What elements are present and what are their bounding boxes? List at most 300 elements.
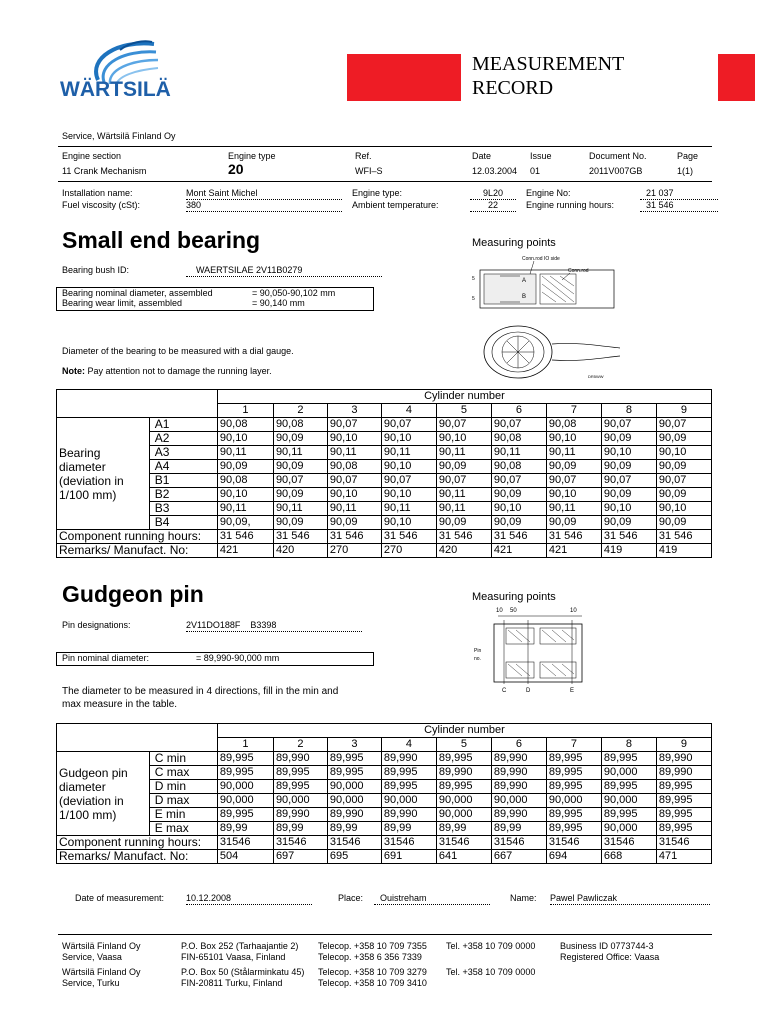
running-hours-cell: 31546 <box>381 836 436 850</box>
installation-name-label: Installation name: <box>62 188 133 198</box>
running-hours-cell: 31 546 <box>327 530 381 544</box>
cylinder-number-cell: 6 <box>491 404 546 418</box>
date-of-measurement-label: Date of measurement: <box>75 893 165 903</box>
footer-text: Tel. +358 10 709 0000 <box>446 941 536 951</box>
value-cell: 90,11 <box>436 446 491 460</box>
accent-block-left <box>347 54 461 101</box>
value-cell: 89,990 <box>273 808 327 822</box>
engine-type-value: 20 <box>228 161 244 177</box>
value-cell: 90,10 <box>546 488 601 502</box>
cylinder-number-cell: 1 <box>217 738 273 752</box>
cylinder-number-cell: 7 <box>546 738 601 752</box>
cylinder-number-cell: 9 <box>656 738 711 752</box>
row-label-cell: A1 <box>149 418 217 432</box>
row-label-cell: B3 <box>149 502 217 516</box>
value-cell: 90,10 <box>381 516 436 530</box>
value-cell: 90,000 <box>601 766 656 780</box>
value-cell: 90,08 <box>273 418 327 432</box>
bearing-bush-id-label: Bearing bush ID: <box>62 265 130 275</box>
pin-label: Pin <box>474 648 482 654</box>
group-label-cell: Bearing diameter (deviation in 1/100 mm) <box>57 418 150 530</box>
cylinder-number-cell: 5 <box>436 404 491 418</box>
cylinder-number-cell: 9 <box>656 404 711 418</box>
row-label-cell: E min <box>149 808 217 822</box>
engine-no-label: Engine No: <box>526 188 571 198</box>
table-row <box>57 794 712 808</box>
document-title-line2: RECORD <box>472 77 554 99</box>
company-name: WÄRTSILÄ <box>60 78 171 101</box>
small-end-note-line1: Diameter of the bearing to be measured with a dial gauge. <box>62 346 294 356</box>
table-row <box>57 752 712 766</box>
value-cell: 90,10 <box>381 488 436 502</box>
value-cell: 89,995 <box>546 752 601 766</box>
value-cell: 90,11 <box>217 446 273 460</box>
value-cell: 90,09 <box>436 516 491 530</box>
row-label-cell: B1 <box>149 474 217 488</box>
ambient-temperature-field: 22 <box>470 200 516 212</box>
value-cell: 90,07 <box>327 474 381 488</box>
value-cell: 90,09, <box>217 516 273 530</box>
value-cell: 90,09 <box>273 432 327 446</box>
value-cell: 90,09 <box>273 460 327 474</box>
divider <box>58 146 712 147</box>
dim-50: 50 <box>510 608 517 614</box>
value-cell: 90,08 <box>491 432 546 446</box>
remarks-cell: 421 <box>546 544 601 558</box>
value-cell: 90,10 <box>217 432 273 446</box>
value-cell: 89,99 <box>273 822 327 836</box>
value-cell: 90,000 <box>327 794 381 808</box>
note-bold-label: Note: <box>62 366 85 376</box>
corner-cell <box>57 390 218 418</box>
table-row <box>57 808 712 822</box>
installation-name-field: Mont Saint Michel <box>186 188 342 200</box>
value-cell: 90,11 <box>546 502 601 516</box>
value-cell: 90,09 <box>546 460 601 474</box>
remarks-cell: 419 <box>601 544 656 558</box>
small-end-bearing-table <box>56 389 712 558</box>
running-hours-cell: 31 546 <box>656 530 711 544</box>
date-value: 12.03.2004 <box>472 166 518 176</box>
value-cell: 89,995 <box>601 780 656 794</box>
table-row <box>57 432 712 446</box>
accent-block-right <box>718 54 755 101</box>
footer-col-address <box>181 941 304 989</box>
value-cell: 90,09 <box>436 460 491 474</box>
value-cell: 89,995 <box>327 752 381 766</box>
remarks-cell: 668 <box>601 850 656 864</box>
value-cell: 90,10 <box>217 488 273 502</box>
value-cell: 90,10 <box>601 446 656 460</box>
remarks-cell: 667 <box>491 850 546 864</box>
remarks-row <box>57 544 712 558</box>
value-cell: 90,07 <box>273 474 327 488</box>
value-cell: 89,995 <box>217 766 273 780</box>
value-cell: 90,09 <box>217 460 273 474</box>
value-cell: 89,990 <box>491 766 546 780</box>
small-end-bearing-heading: Small end bearing <box>62 227 261 253</box>
remarks-cell: 421 <box>217 544 273 558</box>
value-cell: 89,990 <box>491 780 546 794</box>
dim-5-top: 5 <box>472 276 475 282</box>
row-label-cell: B2 <box>149 488 217 502</box>
value-cell: 89,995 <box>436 752 491 766</box>
point-d-label: D <box>526 688 531 694</box>
footer-text: Wärtsilä Finland Oy <box>62 941 141 951</box>
cylinder-number-cell: 7 <box>546 404 601 418</box>
value-cell: 89,995 <box>217 752 273 766</box>
value-cell: 89,99 <box>381 822 436 836</box>
footer-col-company <box>62 941 141 989</box>
value-cell: 89,990 <box>273 752 327 766</box>
remarks-cell: 420 <box>273 544 327 558</box>
value-cell: 90,09 <box>491 488 546 502</box>
value-cell: 90,11 <box>381 502 436 516</box>
footer-text: Telecop. +358 6 356 7339 <box>318 952 422 962</box>
running-hours-cell: 31546 <box>601 836 656 850</box>
value-cell: 90,10 <box>601 502 656 516</box>
value-cell: 90,09 <box>601 516 656 530</box>
value-cell: 90,09 <box>327 516 381 530</box>
value-cell: 90,10 <box>436 432 491 446</box>
table-row <box>57 446 712 460</box>
issue-value: 01 <box>530 166 541 176</box>
footer-text: Business ID 0773744-3 <box>560 941 654 951</box>
remarks-cell: 695 <box>327 850 381 864</box>
row-label-cell: C max <box>149 766 217 780</box>
value-cell: 90,07 <box>601 474 656 488</box>
value-cell: 89,990 <box>381 808 436 822</box>
value-cell: 90,000 <box>491 794 546 808</box>
value-cell: 90,10 <box>327 432 381 446</box>
remarks-cell: 421 <box>491 544 546 558</box>
value-cell: 89,995 <box>656 808 711 822</box>
dim-10-right: 10 <box>570 608 577 614</box>
cylinder-number-cell: 4 <box>381 404 436 418</box>
value-cell: 89,990 <box>656 766 711 780</box>
footer-divider <box>58 934 712 935</box>
value-cell: 90,000 <box>601 822 656 836</box>
remarks-cell: 420 <box>436 544 491 558</box>
value-cell: 90,09 <box>601 460 656 474</box>
small-end-bearing-diagram <box>470 254 624 384</box>
document-no-label: Document No. <box>589 151 647 161</box>
value-cell: 90,07 <box>601 418 656 432</box>
bearing-nominal-label: Bearing nominal diameter, assembled <box>62 288 213 298</box>
cylinder-number-cell: 6 <box>491 738 546 752</box>
remarks-cell: 504 <box>217 850 273 864</box>
issue-label: Issue <box>530 151 552 161</box>
value-cell: 90,09 <box>656 488 711 502</box>
value-cell: 90,07 <box>656 474 711 488</box>
footer-text: FIN-65101 Vaasa, Finland <box>181 952 286 962</box>
running-hours-cell: 31 546 <box>381 530 436 544</box>
cylinder-number-cell: 2 <box>273 404 327 418</box>
cylinder-number-header: Cylinder number <box>217 390 711 404</box>
value-cell: 90,11 <box>436 502 491 516</box>
engine-type-label: Engine type <box>228 151 276 161</box>
value-cell: 90,11 <box>327 446 381 460</box>
value-cell: 89,99 <box>217 822 273 836</box>
row-label-cell: D min <box>149 780 217 794</box>
running-hours-cell: 31 546 <box>546 530 601 544</box>
gudgeon-note-line1: The diameter to be measured in 4 directions, fill in the min and <box>62 686 339 697</box>
date-of-measurement-field: 10.12.2008 <box>186 893 312 905</box>
remarks-label: Remarks/ Manufact. No: <box>57 850 218 864</box>
cylinder-number-cell: 2 <box>273 738 327 752</box>
running-hours-cell: 31 546 <box>491 530 546 544</box>
footer-col-tel <box>446 941 535 978</box>
footer-text: Telecop. +358 10 709 7355 <box>318 941 427 951</box>
value-cell: 90,11 <box>491 446 546 460</box>
footer-text: Service, Vaasa <box>62 952 122 962</box>
remarks-cell: 691 <box>381 850 436 864</box>
value-cell: 90,11 <box>381 446 436 460</box>
remarks-label: Remarks/ Manufact. No: <box>57 544 218 558</box>
value-cell: 90,08 <box>217 418 273 432</box>
value-cell: 89,995 <box>273 766 327 780</box>
value-cell: 90,000 <box>327 780 381 794</box>
row-label-cell: A3 <box>149 446 217 460</box>
value-cell: 89,990 <box>327 808 381 822</box>
cylinder-number-cell: 3 <box>327 738 381 752</box>
value-cell: 89,99 <box>491 822 546 836</box>
value-cell: 89,995 <box>273 780 327 794</box>
value-cell: 90,07 <box>436 418 491 432</box>
engine-section-value: 11 Crank Mechanism <box>62 166 147 176</box>
footer-text: Tel. +358 10 709 0000 <box>446 967 536 977</box>
gudgeon-table-body <box>57 724 712 864</box>
engine-running-hours-field: 31 546 <box>640 200 718 212</box>
gudgeon-pin-heading: Gudgeon pin <box>62 581 204 607</box>
running-hours-cell: 31 546 <box>273 530 327 544</box>
value-cell: 90,11 <box>436 488 491 502</box>
value-cell: 90,09 <box>656 516 711 530</box>
value-cell: 89,995 <box>436 780 491 794</box>
value-cell: 89,990 <box>656 752 711 766</box>
engine-no-field: 21 037 <box>640 188 718 200</box>
pin-designations-field: 2V11DO188F B3398 <box>186 620 362 632</box>
value-cell: 89,995 <box>656 780 711 794</box>
small-end-measuring-points-label: Measuring points <box>472 237 556 249</box>
bearing-nominal-value: = 90,050-90,102 mm <box>252 288 336 298</box>
small-end-table-body <box>57 390 712 558</box>
table-row <box>57 418 712 432</box>
running-hours-cell: 31546 <box>327 836 381 850</box>
value-cell: 89,995 <box>546 780 601 794</box>
dim-5-bottom: 5 <box>472 296 475 302</box>
gudgeon-note-line2: max measure in the table. <box>62 699 178 710</box>
page-label: Page <box>677 151 699 161</box>
value-cell: 89,995 <box>546 822 601 836</box>
conn-rod-label: Conn.rod <box>568 268 589 274</box>
remarks-cell: 697 <box>273 850 327 864</box>
value-cell: 90,11 <box>217 502 273 516</box>
document-title-line1: MEASUREMENT <box>472 53 625 75</box>
footer-text: Registered Office: Vaasa <box>560 952 660 962</box>
table-row <box>57 474 712 488</box>
cylinder-number-cell: 5 <box>436 738 491 752</box>
engine-type-field: 9L20 <box>470 188 516 200</box>
service-line: Service, Wärtsilä Finland Oy <box>62 131 176 141</box>
value-cell: 90,10 <box>327 488 381 502</box>
value-cell: 89,995 <box>217 808 273 822</box>
name-label: Name: <box>510 893 537 903</box>
value-cell: 89,995 <box>656 794 711 808</box>
value-cell: 90,07 <box>381 418 436 432</box>
pin-nominal-label: Pin nominal diameter: <box>62 653 150 663</box>
value-cell: 90,11 <box>273 446 327 460</box>
remarks-cell: 471 <box>656 850 711 864</box>
document-no-value: 2011V007GB <box>589 166 643 176</box>
value-cell: 90,07 <box>546 474 601 488</box>
value-cell: 90,10 <box>491 502 546 516</box>
footer-text: P.O. Box 50 (Stålarminkatu 45) <box>181 967 305 977</box>
engine-section-label: Engine section <box>62 151 122 161</box>
value-cell: 89,995 <box>601 752 656 766</box>
value-cell: 90,07 <box>436 474 491 488</box>
value-cell: 90,000 <box>217 794 273 808</box>
fuel-viscosity-label: Fuel viscosity (cSt): <box>62 200 141 210</box>
value-cell: 89,995 <box>546 766 601 780</box>
table-row <box>57 766 712 780</box>
footer-text: FIN-20811 Turku, Finland <box>181 978 283 988</box>
running-hours-cell: 31546 <box>491 836 546 850</box>
point-b-label: B <box>522 294 527 300</box>
running-hours-cell: 31 546 <box>601 530 656 544</box>
cylinder-number-cell: 4 <box>381 738 436 752</box>
gudgeon-pin-table <box>56 723 712 864</box>
remarks-cell: 694 <box>546 850 601 864</box>
note-text: Pay attention not to damage the running layer. <box>85 366 272 376</box>
row-label-cell: A2 <box>149 432 217 446</box>
running-hours-row <box>57 530 712 544</box>
place-label: Place: <box>338 893 364 903</box>
row-label-cell: A4 <box>149 460 217 474</box>
pin-no-label: no. <box>474 656 481 662</box>
value-cell: 89,995 <box>381 766 436 780</box>
remarks-cell: 270 <box>381 544 436 558</box>
value-cell: 90,09 <box>656 460 711 474</box>
point-c-label: C <box>502 688 507 694</box>
value-cell: 90,000 <box>436 794 491 808</box>
running-hours-cell: 31546 <box>217 836 273 850</box>
table-row <box>57 516 712 530</box>
divider <box>58 181 712 182</box>
value-cell: 89,995 <box>601 808 656 822</box>
header-row <box>57 390 712 404</box>
bearing-wear-label: Bearing wear limit, assembled <box>62 298 183 308</box>
running-hours-cell: 31546 <box>273 836 327 850</box>
footer-col-telecop <box>318 941 427 989</box>
value-cell: 90,08 <box>546 418 601 432</box>
value-cell: 89,990 <box>381 752 436 766</box>
cylinder-number-header: Cylinder number <box>217 724 711 738</box>
value-cell: 90,10 <box>546 432 601 446</box>
value-cell: 89,990 <box>491 752 546 766</box>
name-field: Pawel Pawliczak <box>550 893 710 905</box>
table-row <box>57 502 712 516</box>
conn-rod-io-side-label: Conn.rod IO side <box>522 256 560 262</box>
value-cell: 90,10 <box>656 502 711 516</box>
running-hours-cell: 31 546 <box>217 530 273 544</box>
ref-label: Ref. <box>355 151 372 161</box>
value-cell: 89,99 <box>436 822 491 836</box>
value-cell: 90,07 <box>327 418 381 432</box>
engine-type-field-label: Engine type: <box>352 188 403 198</box>
pin-nominal-value: = 89,990-90,000 mm <box>196 653 280 663</box>
value-cell: 90,11 <box>546 446 601 460</box>
value-cell: 90,09 <box>656 432 711 446</box>
pin-designations-label: Pin designations: <box>62 620 131 630</box>
running-hours-label: Component running hours: <box>57 530 218 544</box>
value-cell: 90,000 <box>436 808 491 822</box>
point-a-label: A <box>522 278 527 284</box>
place-field: Ouistreham <box>374 893 490 905</box>
engine-running-hours-label: Engine running hours: <box>526 200 615 210</box>
page-value: 1(1) <box>677 166 694 176</box>
table-row <box>57 780 712 794</box>
bearing-bush-id-field: WAERTSILAE 2V11B0279 <box>186 265 382 277</box>
remarks-row <box>57 850 712 864</box>
corner-cell <box>57 724 218 752</box>
gudgeon-pin-diagram <box>472 606 588 696</box>
value-cell: 90,07 <box>491 474 546 488</box>
running-hours-cell: 31 546 <box>436 530 491 544</box>
running-hours-cell: 31546 <box>656 836 711 850</box>
value-cell: 89,990 <box>436 766 491 780</box>
value-cell: 90,08 <box>327 460 381 474</box>
cylinder-number-cell: 1 <box>217 404 273 418</box>
value-cell: 90,09 <box>491 516 546 530</box>
footer-text: P.O. Box 252 (Tarhaajantie 2) <box>181 941 299 951</box>
ref-value: WFI–S <box>355 166 383 176</box>
footer-col-business <box>560 941 659 963</box>
value-cell: 90,07 <box>381 474 436 488</box>
value-cell: 90,11 <box>327 502 381 516</box>
cylinder-number-cell: 3 <box>327 404 381 418</box>
row-label-cell: C min <box>149 752 217 766</box>
running-hours-row <box>57 836 712 850</box>
value-cell: 90,09 <box>273 488 327 502</box>
bearing-wear-value: = 90,140 mm <box>252 298 305 308</box>
value-cell: 90,000 <box>546 794 601 808</box>
point-e-label: E <box>570 688 575 694</box>
value-cell: 90,000 <box>217 780 273 794</box>
table-row <box>57 460 712 474</box>
running-hours-cell: 31546 <box>436 836 491 850</box>
value-cell: 90,07 <box>656 418 711 432</box>
remarks-cell: 270 <box>327 544 381 558</box>
row-label-cell: E max <box>149 822 217 836</box>
ambient-temperature-label: Ambient temperature: <box>352 200 439 210</box>
value-cell: 90,000 <box>273 794 327 808</box>
dim-10-left: 10 <box>496 608 503 614</box>
cylinder-number-cell: 8 <box>601 738 656 752</box>
running-hours-cell: 31546 <box>546 836 601 850</box>
row-label-cell: D max <box>149 794 217 808</box>
value-cell: 90,08 <box>217 474 273 488</box>
group-label-cell: Gudgeon pin diameter (deviation in 1/100 mm) <box>57 752 150 836</box>
row-label-cell: B4 <box>149 516 217 530</box>
header-row <box>57 724 712 738</box>
value-cell: 90,09 <box>601 488 656 502</box>
value-cell: 90,09 <box>546 516 601 530</box>
fuel-viscosity-field: 380 <box>186 200 342 212</box>
footer-text: Wärtsilä Finland Oy <box>62 967 141 977</box>
value-cell: 90,11 <box>273 502 327 516</box>
small-end-note-line2 <box>62 366 272 377</box>
